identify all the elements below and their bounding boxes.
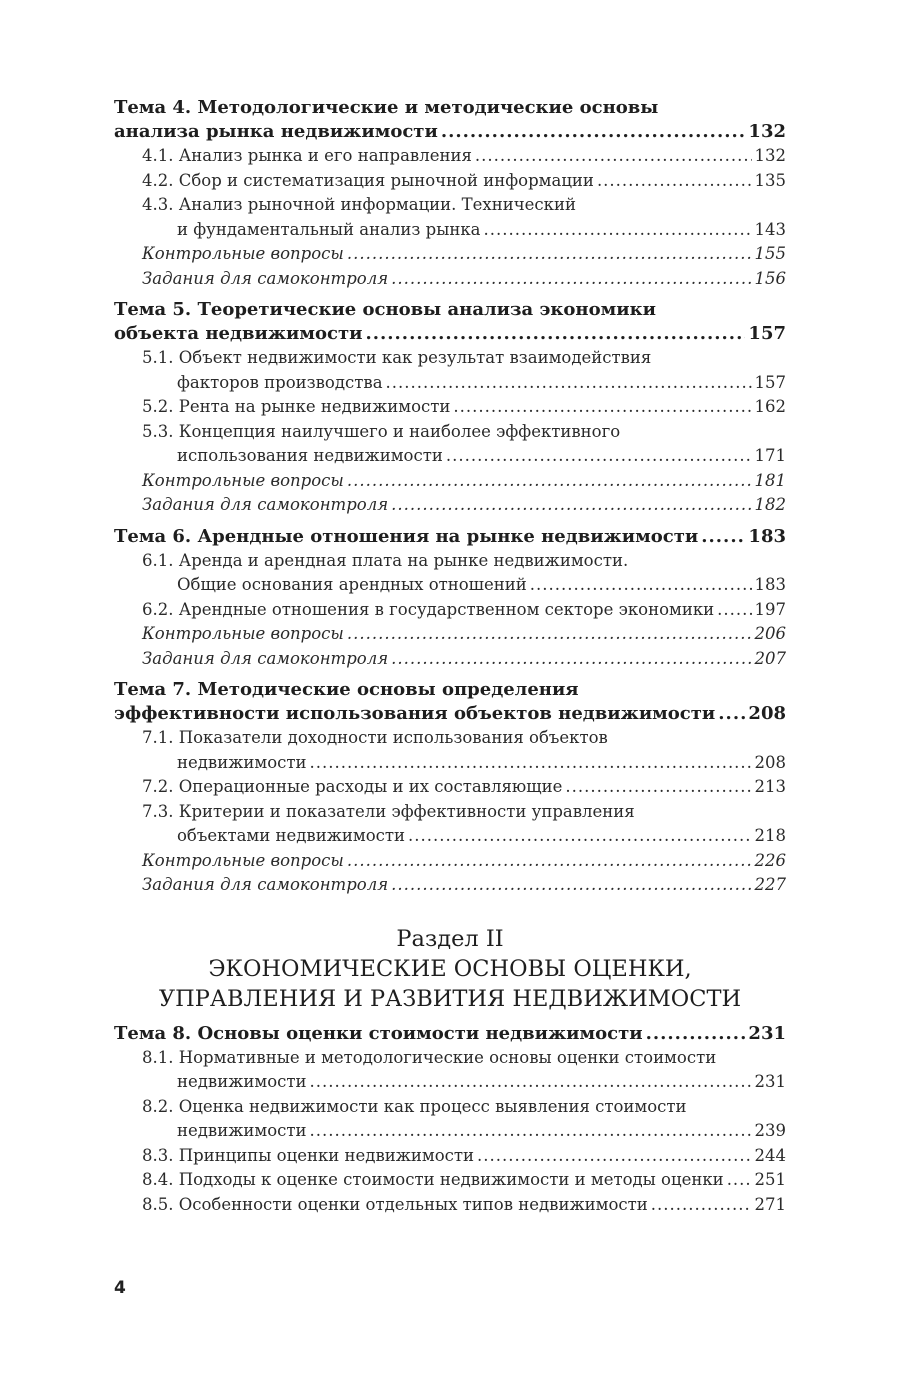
dot-leader xyxy=(453,395,751,420)
dot-leader xyxy=(310,1119,752,1144)
page-ref: 197 xyxy=(754,599,786,619)
page-ref: 155 xyxy=(754,244,786,263)
dot-leader xyxy=(347,242,752,267)
page-ref: 231 xyxy=(748,1022,786,1044)
dot-leader xyxy=(347,469,752,494)
entry-title: 5.3. Концепция наилучшего и наиболее эффективного xyxy=(142,421,621,441)
entry-title: 4.1. Анализ рынка и его направления xyxy=(142,146,472,165)
page-ref: 251 xyxy=(754,1170,786,1189)
dot-leader xyxy=(310,1070,752,1095)
page-ref: 157 xyxy=(748,323,786,344)
entry-title-cont: Общие основания арендных отношений xyxy=(177,575,527,594)
entry-title: 4.3. Анализ рыночной информации. Технический xyxy=(142,195,576,214)
dot-leader xyxy=(565,775,751,800)
dot-leader xyxy=(391,873,751,898)
dot-leader xyxy=(717,598,751,623)
section-title: ЭКОНОМИЧЕСКИЕ ОСНОВЫ ОЦЕНКИ, xyxy=(208,955,692,982)
page-ref: 231 xyxy=(754,1072,786,1091)
page-ref: 157 xyxy=(754,372,786,392)
toc-entry-self-control xyxy=(114,267,786,292)
page-ref: 218 xyxy=(754,826,786,845)
entry-title: Задания для самоконтроля xyxy=(142,875,389,894)
page-ref: 208 xyxy=(748,703,786,724)
dot-leader xyxy=(475,144,752,169)
toc-entry-self-control xyxy=(114,647,786,672)
toc-topic xyxy=(114,1022,786,1218)
toc-entry-control-questions xyxy=(114,622,786,647)
page-ref: 207 xyxy=(754,648,786,668)
toc-entry-self-control xyxy=(114,873,786,898)
page-ref: 183 xyxy=(754,575,786,594)
toc-entry xyxy=(114,193,786,242)
entry-title-cont: и фундаментальный анализ рынка xyxy=(177,219,481,239)
entry-title: 7.1. Показатели доходности использования объектов xyxy=(142,728,608,747)
dot-leader xyxy=(310,751,752,776)
page-ref: 182 xyxy=(754,495,786,514)
dot-leader xyxy=(477,1144,751,1169)
entry-title: 7.2. Операционные расходы и их составляющие xyxy=(142,777,563,796)
page-ref: 171 xyxy=(754,446,786,465)
entry-title-cont: недвижимости xyxy=(177,1121,307,1140)
topic-heading-line: анализа рынка недвижимости xyxy=(114,121,438,142)
page-ref: 156 xyxy=(754,268,786,288)
toc-topic xyxy=(114,96,786,291)
entry-title: Задания для самоконтроля xyxy=(142,268,389,288)
dot-leader xyxy=(365,322,745,346)
page-ref: 227 xyxy=(754,875,786,894)
entry-title: 8.5. Особенности оценки отдельных типов недвижимости xyxy=(142,1194,648,1214)
toc-entry-control-questions xyxy=(114,849,786,874)
toc-entry xyxy=(114,775,786,800)
topic-heading-line: Тема 6. Арендные отношения на рынке недвижимости xyxy=(114,525,699,547)
page-ref: 143 xyxy=(754,219,786,239)
entry-title: Контрольные вопросы xyxy=(142,244,344,263)
page-number: 4 xyxy=(114,1278,126,1298)
toc-entry xyxy=(114,1095,786,1144)
section-heading xyxy=(114,924,786,1014)
dot-leader xyxy=(441,120,746,144)
topic-heading-line: эффективности использования объектов недвижимости xyxy=(114,703,716,724)
page-ref: 213 xyxy=(754,777,786,796)
toc-topic xyxy=(114,298,786,518)
dot-leader xyxy=(386,371,752,396)
page-ref: 208 xyxy=(754,752,786,772)
page-ref: 271 xyxy=(754,1194,786,1214)
dot-leader xyxy=(408,824,751,849)
entry-title: 6.2. Арендные отношения в государственном секторе экономики xyxy=(142,599,715,619)
toc-entry xyxy=(114,549,786,598)
toc-entry xyxy=(114,395,786,420)
toc-entry xyxy=(114,1046,786,1095)
entry-title-cont: объектами недвижимости xyxy=(177,826,406,845)
entry-title: Задания для самоконтроля xyxy=(142,648,389,668)
topic-heading-line: Тема 7. Методические основы определения xyxy=(114,679,579,700)
dot-leader xyxy=(347,849,752,874)
topic-heading xyxy=(114,678,786,726)
entry-title: Задания для самоконтроля xyxy=(142,495,389,514)
topic-heading xyxy=(114,96,786,144)
dot-leader xyxy=(597,169,752,194)
entry-title: 8.2. Оценка недвижимости как процесс выявления стоимости xyxy=(142,1096,687,1116)
entry-title: Контрольные вопросы xyxy=(142,624,344,643)
topic-heading xyxy=(114,1022,786,1046)
entry-title: Контрольные вопросы xyxy=(142,470,344,490)
entry-title: 6.1. Аренда и арендная плата на рынке недвижимости. xyxy=(142,550,629,570)
dot-leader xyxy=(530,573,752,598)
section-title: УПРАВЛЕНИЯ И РАЗВИТИЯ НЕДВИЖИМОСТИ xyxy=(158,985,742,1012)
entry-title: 8.1. Нормативные и методологические основы оценки стоимости xyxy=(142,1047,717,1067)
page-ref: 206 xyxy=(754,624,786,643)
entry-title: Контрольные вопросы xyxy=(142,850,344,870)
page-ref: 132 xyxy=(754,146,786,165)
toc-entry-self-control xyxy=(114,493,786,518)
page-ref: 135 xyxy=(754,170,786,190)
entry-title-cont: факторов производства xyxy=(177,372,383,392)
page-ref: 181 xyxy=(754,470,786,490)
topic-heading-line: Тема 4. Методологические и методические основы xyxy=(114,97,659,118)
toc-topic xyxy=(114,525,786,672)
entry-title: 8.4. Подходы к оценке стоимости недвижимости и методы оценки xyxy=(142,1170,724,1189)
toc-entry xyxy=(114,1144,786,1169)
toc-entry xyxy=(114,1168,786,1193)
table-of-contents xyxy=(114,96,786,1224)
toc-entry xyxy=(114,420,786,469)
dot-leader xyxy=(718,702,745,726)
toc-entry xyxy=(114,726,786,775)
dot-leader xyxy=(391,493,751,518)
entry-title-cont: недвижимости xyxy=(177,1072,307,1091)
entry-title: 8.3. Принципы оценки недвижимости xyxy=(142,1145,475,1165)
page-ref: 226 xyxy=(754,850,786,870)
dot-leader xyxy=(347,622,752,647)
toc-topic xyxy=(114,678,786,898)
toc-entry xyxy=(114,1193,786,1218)
entry-title: 4.2. Сбор и систематизация рыночной информации xyxy=(142,170,594,190)
dot-leader xyxy=(727,1168,752,1193)
entry-title: 5.2. Рента на рынке недвижимости xyxy=(142,397,451,416)
dot-leader xyxy=(651,1193,752,1218)
topic-heading xyxy=(114,298,786,346)
entry-title-cont: недвижимости xyxy=(177,752,307,772)
page-ref: 239 xyxy=(754,1121,786,1140)
dot-leader xyxy=(701,525,745,549)
entry-title-cont: использования недвижимости xyxy=(177,446,443,465)
toc-entry xyxy=(114,800,786,849)
page-ref: 244 xyxy=(754,1145,786,1165)
page-ref: 183 xyxy=(748,525,786,547)
topic-heading xyxy=(114,525,786,549)
dot-leader xyxy=(446,444,752,469)
toc-entry-control-questions xyxy=(114,469,786,494)
dot-leader xyxy=(646,1022,746,1046)
topic-heading-line: Тема 5. Теоретические основы анализа экономики xyxy=(114,299,656,320)
toc-entry xyxy=(114,144,786,169)
toc-entry xyxy=(114,598,786,623)
dot-leader xyxy=(391,647,751,672)
entry-title: 5.1. Объект недвижимости как результат взаимодействия xyxy=(142,348,652,367)
section-label: Раздел II xyxy=(396,925,504,952)
topic-heading-line: объекта недвижимости xyxy=(114,323,363,344)
dot-leader xyxy=(484,218,752,243)
toc-entry xyxy=(114,346,786,395)
toc-entry xyxy=(114,169,786,194)
entry-title: 7.3. Критерии и показатели эффективности управления xyxy=(142,801,635,821)
page-ref: 132 xyxy=(748,121,786,142)
topic-heading-line: Тема 8. Основы оценки стоимости недвижимости xyxy=(114,1022,643,1044)
dot-leader xyxy=(391,267,751,292)
toc-entry-control-questions xyxy=(114,242,786,267)
page-ref: 162 xyxy=(754,397,786,416)
